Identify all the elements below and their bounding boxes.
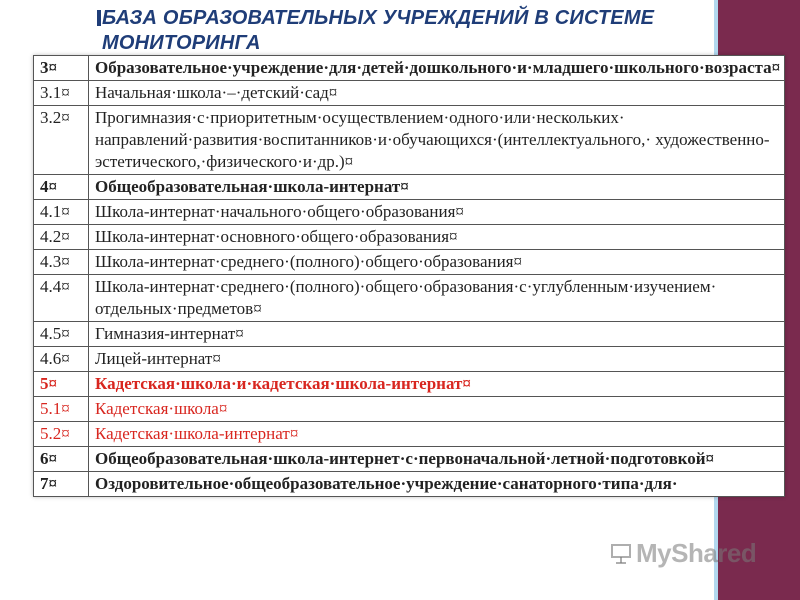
institution-type-cell: Общеобразовательная·школа-интернет·с·первоначальной·летной·подготовкой¤ bbox=[89, 447, 785, 472]
title-bullet-bar bbox=[97, 10, 101, 26]
row-number-cell: 4.5¤ bbox=[34, 322, 89, 347]
institution-type-cell: Школа-интернат·начального·общего·образования¤ bbox=[89, 200, 785, 225]
slide-title: БАЗА ОБРАЗОВАТЕЛЬНЫХ УЧРЕЖДЕНИЙ В СИСТЕМЕ МОНИТОРИНГА bbox=[102, 7, 655, 54]
row-number-cell: 4.4¤ bbox=[34, 275, 89, 322]
table-row bbox=[34, 81, 785, 106]
row-number-cell: 5.2¤ bbox=[34, 422, 89, 447]
row-number-cell: 4.1¤ bbox=[34, 200, 89, 225]
table-row bbox=[34, 422, 785, 447]
institution-type-cell: Образовательное·учреждение·для·детей·дошкольного·и·младшего·школьного·возраста¤ bbox=[89, 56, 785, 81]
table-row bbox=[34, 275, 785, 322]
institution-type-cell: Кадетская·школа¤ bbox=[89, 397, 785, 422]
institution-type-cell: Начальная·школа·–·детский·сад¤ bbox=[89, 81, 785, 106]
row-number-cell: 3.2¤ bbox=[34, 106, 89, 175]
institution-type-cell: Школа-интернат·основного·общего·образования¤ bbox=[89, 225, 785, 250]
table-row bbox=[34, 106, 785, 175]
row-number-cell: 5¤ bbox=[34, 372, 89, 397]
row-number-cell: 5.1¤ bbox=[34, 397, 89, 422]
row-number-cell: 4¤ bbox=[34, 175, 89, 200]
institution-type-cell: Лицей-интернат¤ bbox=[89, 347, 785, 372]
institution-type-cell: Прогимназия·с·приоритетным·осуществлением·одного·или·нескольких· направлений·развития·воспитанников·и·обучающихся·(интеллектуального,· художественно-эстетического,·физического·и·др.)¤ bbox=[89, 106, 785, 175]
table-row bbox=[34, 472, 785, 497]
institutions-table bbox=[33, 55, 785, 497]
row-number-cell: 4.6¤ bbox=[34, 347, 89, 372]
table-row bbox=[34, 175, 785, 200]
table-row bbox=[34, 56, 785, 81]
institution-type-cell: Гимназия-интернат¤ bbox=[89, 322, 785, 347]
table-row bbox=[34, 347, 785, 372]
institution-type-cell: Школа-интернат·среднего·(полного)·общего·образования·с·углубленным·изучением· отдельных·предметов¤ bbox=[89, 275, 785, 322]
table-row bbox=[34, 372, 785, 397]
row-number-cell: 4.3¤ bbox=[34, 250, 89, 275]
institutions-table-body bbox=[34, 56, 785, 497]
institution-type-cell: Общеобразовательная·школа-интернат¤ bbox=[89, 175, 785, 200]
institutions-table-container bbox=[33, 55, 785, 497]
watermark bbox=[610, 538, 756, 569]
table-row bbox=[34, 200, 785, 225]
presentation-board-icon bbox=[610, 543, 632, 565]
table-row bbox=[34, 447, 785, 472]
table-row bbox=[34, 250, 785, 275]
row-number-cell: 6¤ bbox=[34, 447, 89, 472]
row-number-cell: 7¤ bbox=[34, 472, 89, 497]
watermark-text: MyShared bbox=[636, 538, 757, 568]
institution-type-cell: Оздоровительное·общеобразовательное·учреждение·санаторного·типа·для· bbox=[89, 472, 785, 497]
table-row bbox=[34, 397, 785, 422]
table-row bbox=[34, 225, 785, 250]
table-row bbox=[34, 322, 785, 347]
institution-type-cell: Кадетская·школа·и·кадетская·школа-интернат¤ bbox=[89, 372, 785, 397]
row-number-cell: 3¤ bbox=[34, 56, 89, 81]
row-number-cell: 4.2¤ bbox=[34, 225, 89, 250]
institution-type-cell: Школа-интернат·среднего·(полного)·общего·образования¤ bbox=[89, 250, 785, 275]
institution-type-cell: Кадетская·школа-интернат¤ bbox=[89, 422, 785, 447]
row-number-cell: 3.1¤ bbox=[34, 81, 89, 106]
